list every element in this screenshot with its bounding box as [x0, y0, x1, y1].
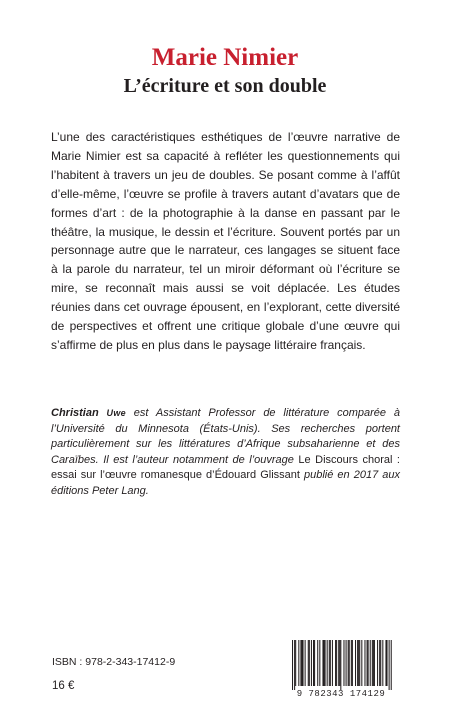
- barcode-bar: [330, 640, 331, 686]
- barcode-digits: 9 782343 174129: [296, 689, 386, 699]
- barcode-bar: [358, 640, 359, 686]
- barcode-bar: [327, 640, 328, 686]
- barcode-bar: [351, 640, 352, 686]
- barcode-bar: [348, 640, 349, 686]
- book-title: L’écriture et son double: [123, 75, 327, 97]
- author-bio: [51, 406, 400, 500]
- barcode-bar: [391, 640, 392, 690]
- barcode-bar: [301, 640, 302, 686]
- barcode-bar: [387, 640, 388, 686]
- barcode-bar: [364, 640, 365, 686]
- barcode-bar: [379, 640, 380, 686]
- barcode-bar: [300, 640, 301, 686]
- barcode-bar: [352, 640, 353, 686]
- barcode-bar: [298, 640, 299, 686]
- barcode-bar: [292, 640, 293, 690]
- barcode-bar: [303, 640, 304, 686]
- barcode-bar: [335, 640, 336, 686]
- barcode-bar: [359, 640, 360, 686]
- barcode-bar: [349, 640, 350, 686]
- barcode-bar: [389, 640, 390, 690]
- barcode-bar: [343, 640, 344, 686]
- bio-text-part1: est Assistant Professor de littérature comparée à l’Université du Minnesota (États-Unis). Ses recherches portent particulièrement sur les littératures d’Afrique subsaharienne et des Caraïbes. Il est l’auteur notamment de l’ouvrage: [51, 407, 400, 466]
- barcode-bar: [385, 640, 386, 686]
- barcode-bar: [294, 640, 295, 690]
- barcode-bar: [295, 640, 296, 686]
- barcode-bar: [361, 640, 362, 686]
- barcode-bar: [368, 640, 369, 686]
- barcode-bar: [346, 640, 347, 686]
- barcode-bar: [332, 640, 333, 686]
- bio-text-part2: publié en 2017 aux éditions Peter Lang.: [51, 469, 400, 497]
- barcode-bar: [309, 640, 310, 686]
- barcode-bar: [313, 640, 314, 686]
- barcode-bar: [311, 640, 312, 686]
- barcode-bar: [324, 640, 325, 686]
- barcode-bar: [380, 640, 381, 686]
- barcode-bars: [284, 640, 398, 690]
- barcode-bar: [329, 640, 330, 686]
- author-name: Marie Nimier: [151, 44, 299, 71]
- barcode-bar: [370, 640, 371, 686]
- barcode-bar: [357, 640, 358, 686]
- isbn-label: ISBN : 978-2-343-17412-9: [52, 656, 176, 668]
- barcode-bar: [355, 640, 356, 686]
- bio-author-first: Christian: [51, 407, 107, 419]
- barcode-bar: [372, 640, 373, 686]
- barcode-bar: [377, 640, 378, 686]
- barcode-bar: [338, 640, 339, 686]
- bio-book-title: Le Discours choral : essai sur l’œuvre romanesque d’Édouard Glissant: [51, 453, 400, 482]
- barcode-bar: [314, 640, 315, 686]
- barcode-bar: [319, 640, 320, 686]
- barcode-bar: [317, 640, 318, 686]
- barcode-bar: [339, 640, 340, 686]
- barcode-bar: [340, 640, 341, 690]
- barcode-bar: [322, 640, 323, 686]
- price-label: 16 €: [52, 680, 75, 692]
- bio-author-last: Uwe: [106, 408, 126, 418]
- barcode-bar: [325, 640, 326, 686]
- barcode-bar: [374, 640, 375, 686]
- barcode-bar: [305, 640, 306, 686]
- barcode-bar: [308, 640, 309, 686]
- barcode-bar: [336, 640, 337, 686]
- barcode-bar: [373, 640, 374, 686]
- barcode-bar: [382, 640, 383, 686]
- blurb-text: L’une des caractéristiques esthétiques de l’œuvre narrative de Marie Nimier est sa capacité à refléter les questionnements qui l’habitent à travers un jeu de doubles. Se posant comme à l’affût d’elle-même, l’œuvre se profile à travers autant d’avatars que de formes d’art : de la photographie à la danse en passant par le théâtre, la musique, le dessin et l’écriture. Souvent portés par un personnage autre que le narrateur, ces langages se situent face à la parole du narrateur, tel un miroir déformant où l’écriture se mire, se reconnaît mais aussi se voit déplacée. Les études réunies dans cet ouvrage épousent, en l’explorant, cette diversité de perspectives et offrent une critique globale d’une œuvre qui s’affirme de plus en plus dans le paysage littéraire français.: [51, 130, 400, 352]
- barcode-bar: [367, 640, 368, 686]
